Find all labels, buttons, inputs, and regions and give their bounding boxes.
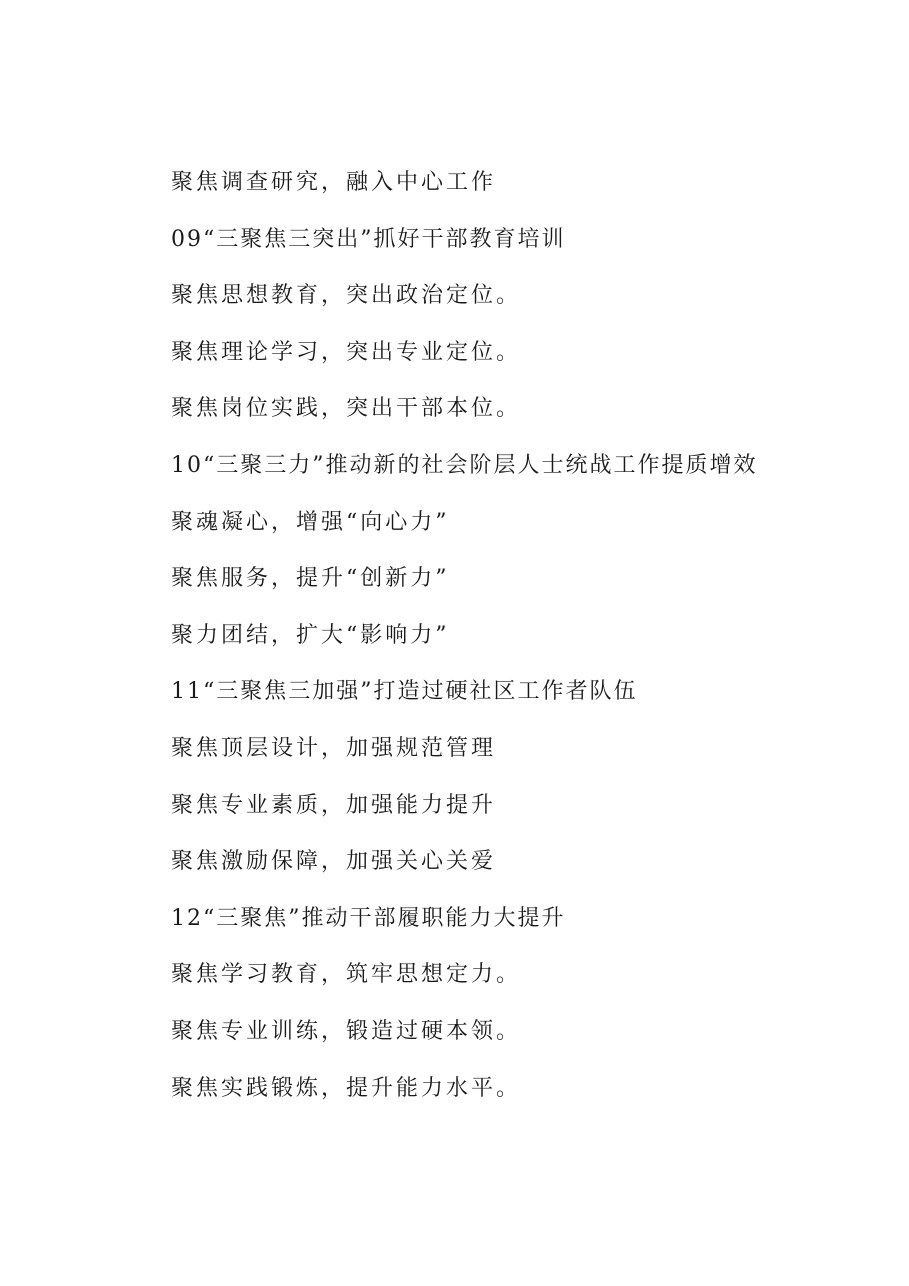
list-item: 聚焦岗位实践，突出干部本位。 — [171, 396, 522, 422]
section-heading-09: 09“三聚焦三突出”抓好干部教育培训 — [171, 226, 566, 252]
list-item: 聚焦调查研究，融入中心工作 — [171, 170, 497, 195]
list-item: 聚焦思想教育，突出政治定位。 — [171, 283, 522, 309]
list-item: 聚焦学习教育，筑牢思想定力。 — [171, 962, 522, 988]
document-body — [171, 165, 871, 1127]
list-item: 聚魂凝心，增强“向心力” — [171, 509, 450, 535]
list-item: 聚焦实践锻炼，提升能力水平。 — [171, 1075, 522, 1101]
list-item: 聚焦激励保障，加强关心关爱 — [171, 849, 497, 875]
list-item: 聚焦理论学习，突出专业定位。 — [171, 339, 522, 365]
list-item: 聚焦服务，提升“创新力” — [171, 566, 450, 592]
section-heading-10: 10“三聚三力”推动新的社会阶层人士统战工作提质增效 — [171, 452, 758, 478]
section-heading-11: 11“三聚焦三加强”打造过硬社区工作者队伍 — [171, 679, 638, 705]
list-item: 聚焦专业素质，加强能力提升 — [171, 792, 497, 818]
list-item: 聚焦顶层设计，加强规范管理 — [171, 735, 497, 761]
list-item: 聚力团结，扩大“影响力” — [171, 622, 450, 648]
section-heading-12: 12“三聚焦”推动干部履职能力大提升 — [171, 905, 566, 931]
list-item: 聚焦专业训练，锻造过硬本领。 — [171, 1018, 522, 1044]
